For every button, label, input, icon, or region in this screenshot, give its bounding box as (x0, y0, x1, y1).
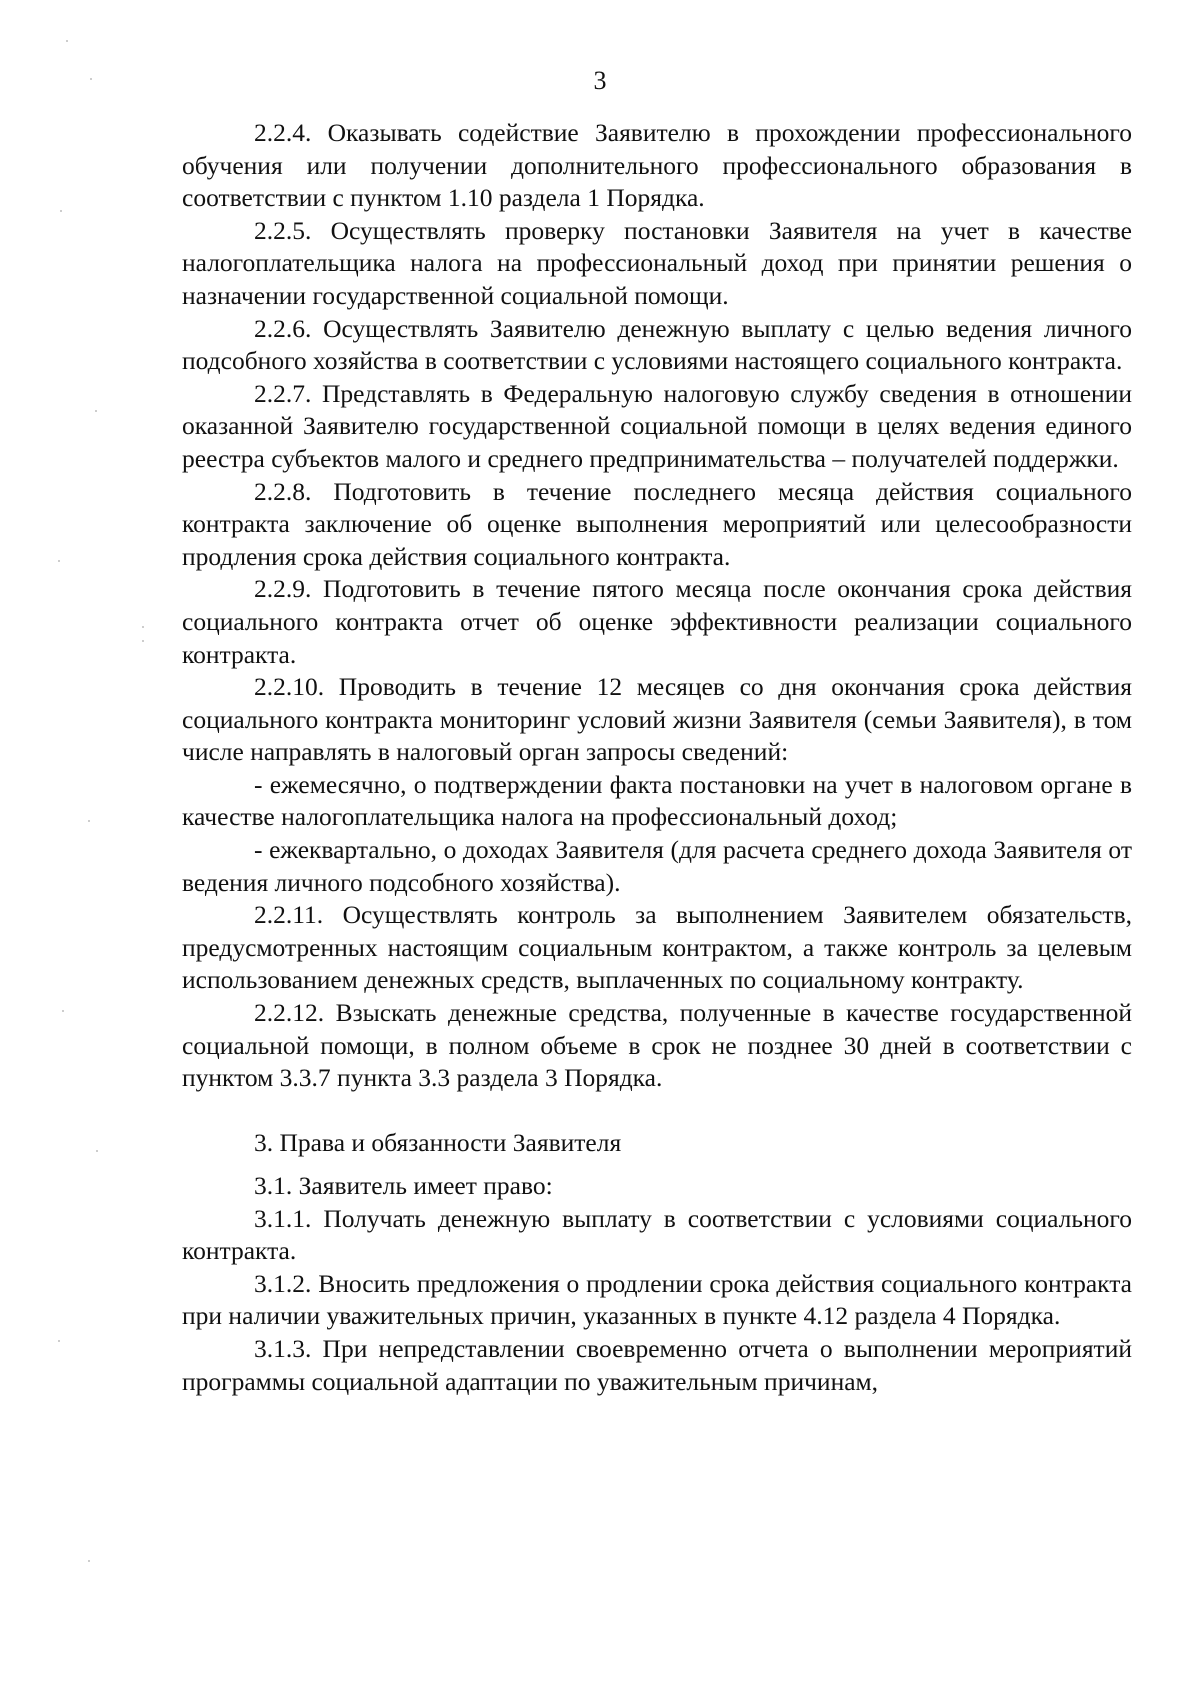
scan-speck (95, 410, 97, 412)
document-body (182, 117, 1132, 1398)
paragraph-3-1-1: 3.1.1. Получать денежную выплату в соответствии с условиями социального контракта. (182, 1203, 1132, 1266)
paragraph-3-1-3: 3.1.3. При непредставлении своевременно отчета о выполнении мероприятий программы социальной адаптации по уважительным причинам, (182, 1333, 1132, 1396)
paragraph-2-2-11: 2.2.11. Осуществлять контроль за выполнением Заявителем обязательств, предусмотренных настоящим социальным контрактом, а также контроль за целевым использованием денежных средств, выплаченных по социальному контракту. (182, 900, 1132, 995)
scan-speck (66, 40, 68, 42)
scan-speck (88, 1560, 90, 1562)
scan-speck (58, 1340, 60, 1342)
scan-speck (142, 640, 144, 642)
paragraph-2-2-8: 2.2.8. Подготовить в течение последнего месяца действия социального контракта заключение об оценке выполнения мероприятий или целесообразности продления срока действия социального контракта. (182, 476, 1132, 571)
scan-speck (96, 1150, 98, 1152)
paragraph-2-2-4: 2.2.4. Оказывать содействие Заявителю в прохождении профессионального обучения или получении дополнительного профессионального образования в соответствии с пунктом 1.10 раздела 1 Порядка. (182, 118, 1132, 213)
paragraph-2-2-12: 2.2.12. Взыскать денежные средства, полученные в качестве государственной социальной помощи, в полном объеме в срок не позднее 30 дней в соответствии с пунктом 3.3.7 пункта 3.3 раздела 3 Порядка. (182, 998, 1132, 1093)
paragraph-3-1: 3.1. Заявитель имеет право: (254, 1171, 553, 1200)
scan-speck (60, 210, 62, 212)
scan-speck (62, 1010, 64, 1012)
paragraph-2-2-10: 2.2.10. Проводить в течение 12 месяцев со дня окончания срока действия социального контракта мониторинг условий жизни Заявителя (семьи Заявителя), в том числе направлять в налоговый орган запросы сведений: (182, 672, 1132, 767)
paragraph-3-1-2: 3.1.2. Вносить предложения о продлении срока действия социального контракта при наличии уважительных причин, указанных в пункте 4.12 раздела 4 Порядка. (182, 1268, 1132, 1331)
list-item-monthly: - ежемесячно, о подтверждении факта постановки на учет в налоговом органе в качестве налогоплательщика налога на профессиональный доход; (182, 769, 1132, 832)
paragraph-2-2-6: 2.2.6. Осуществлять Заявителю денежную выплату с целью ведения личного подсобного хозяйства в соответствии с условиями настоящего социального контракта. (182, 313, 1132, 376)
section-spacer (182, 1095, 1132, 1128)
paragraph-2-2-7: 2.2.7. Представлять в Федеральную налоговую службу сведения в отношении оказанной Заявителю государственной социальной помощи в целях ведения единого реестра субъектов малого и среднего предпринимательства – получателей поддержки. (182, 378, 1132, 473)
scan-speck (90, 78, 92, 80)
page-number: 3 (593, 66, 607, 95)
section-heading-3: 3. Права и обязанности Заявителя (254, 1128, 622, 1158)
section-spacer (182, 1160, 1132, 1170)
paragraph-2-2-5: 2.2.5. Осуществлять проверку постановки Заявителя на учет в качестве налогоплательщика налога на профессиональный доход при принятии решения о назначении государственной социальной помощи. (182, 215, 1132, 310)
scan-speck (58, 560, 60, 562)
scan-speck (88, 820, 90, 822)
scan-speck (142, 626, 144, 628)
list-item-quarterly: - ежеквартально, о доходах Заявителя (для расчета среднего дохода Заявителя от ведения личного подсобного хозяйства). (182, 835, 1132, 897)
paragraph-2-2-9: 2.2.9. Подготовить в течение пятого месяца после окончания срока действия социального контракта отчет об оценке эффективности реализации социального контракта. (182, 574, 1132, 669)
